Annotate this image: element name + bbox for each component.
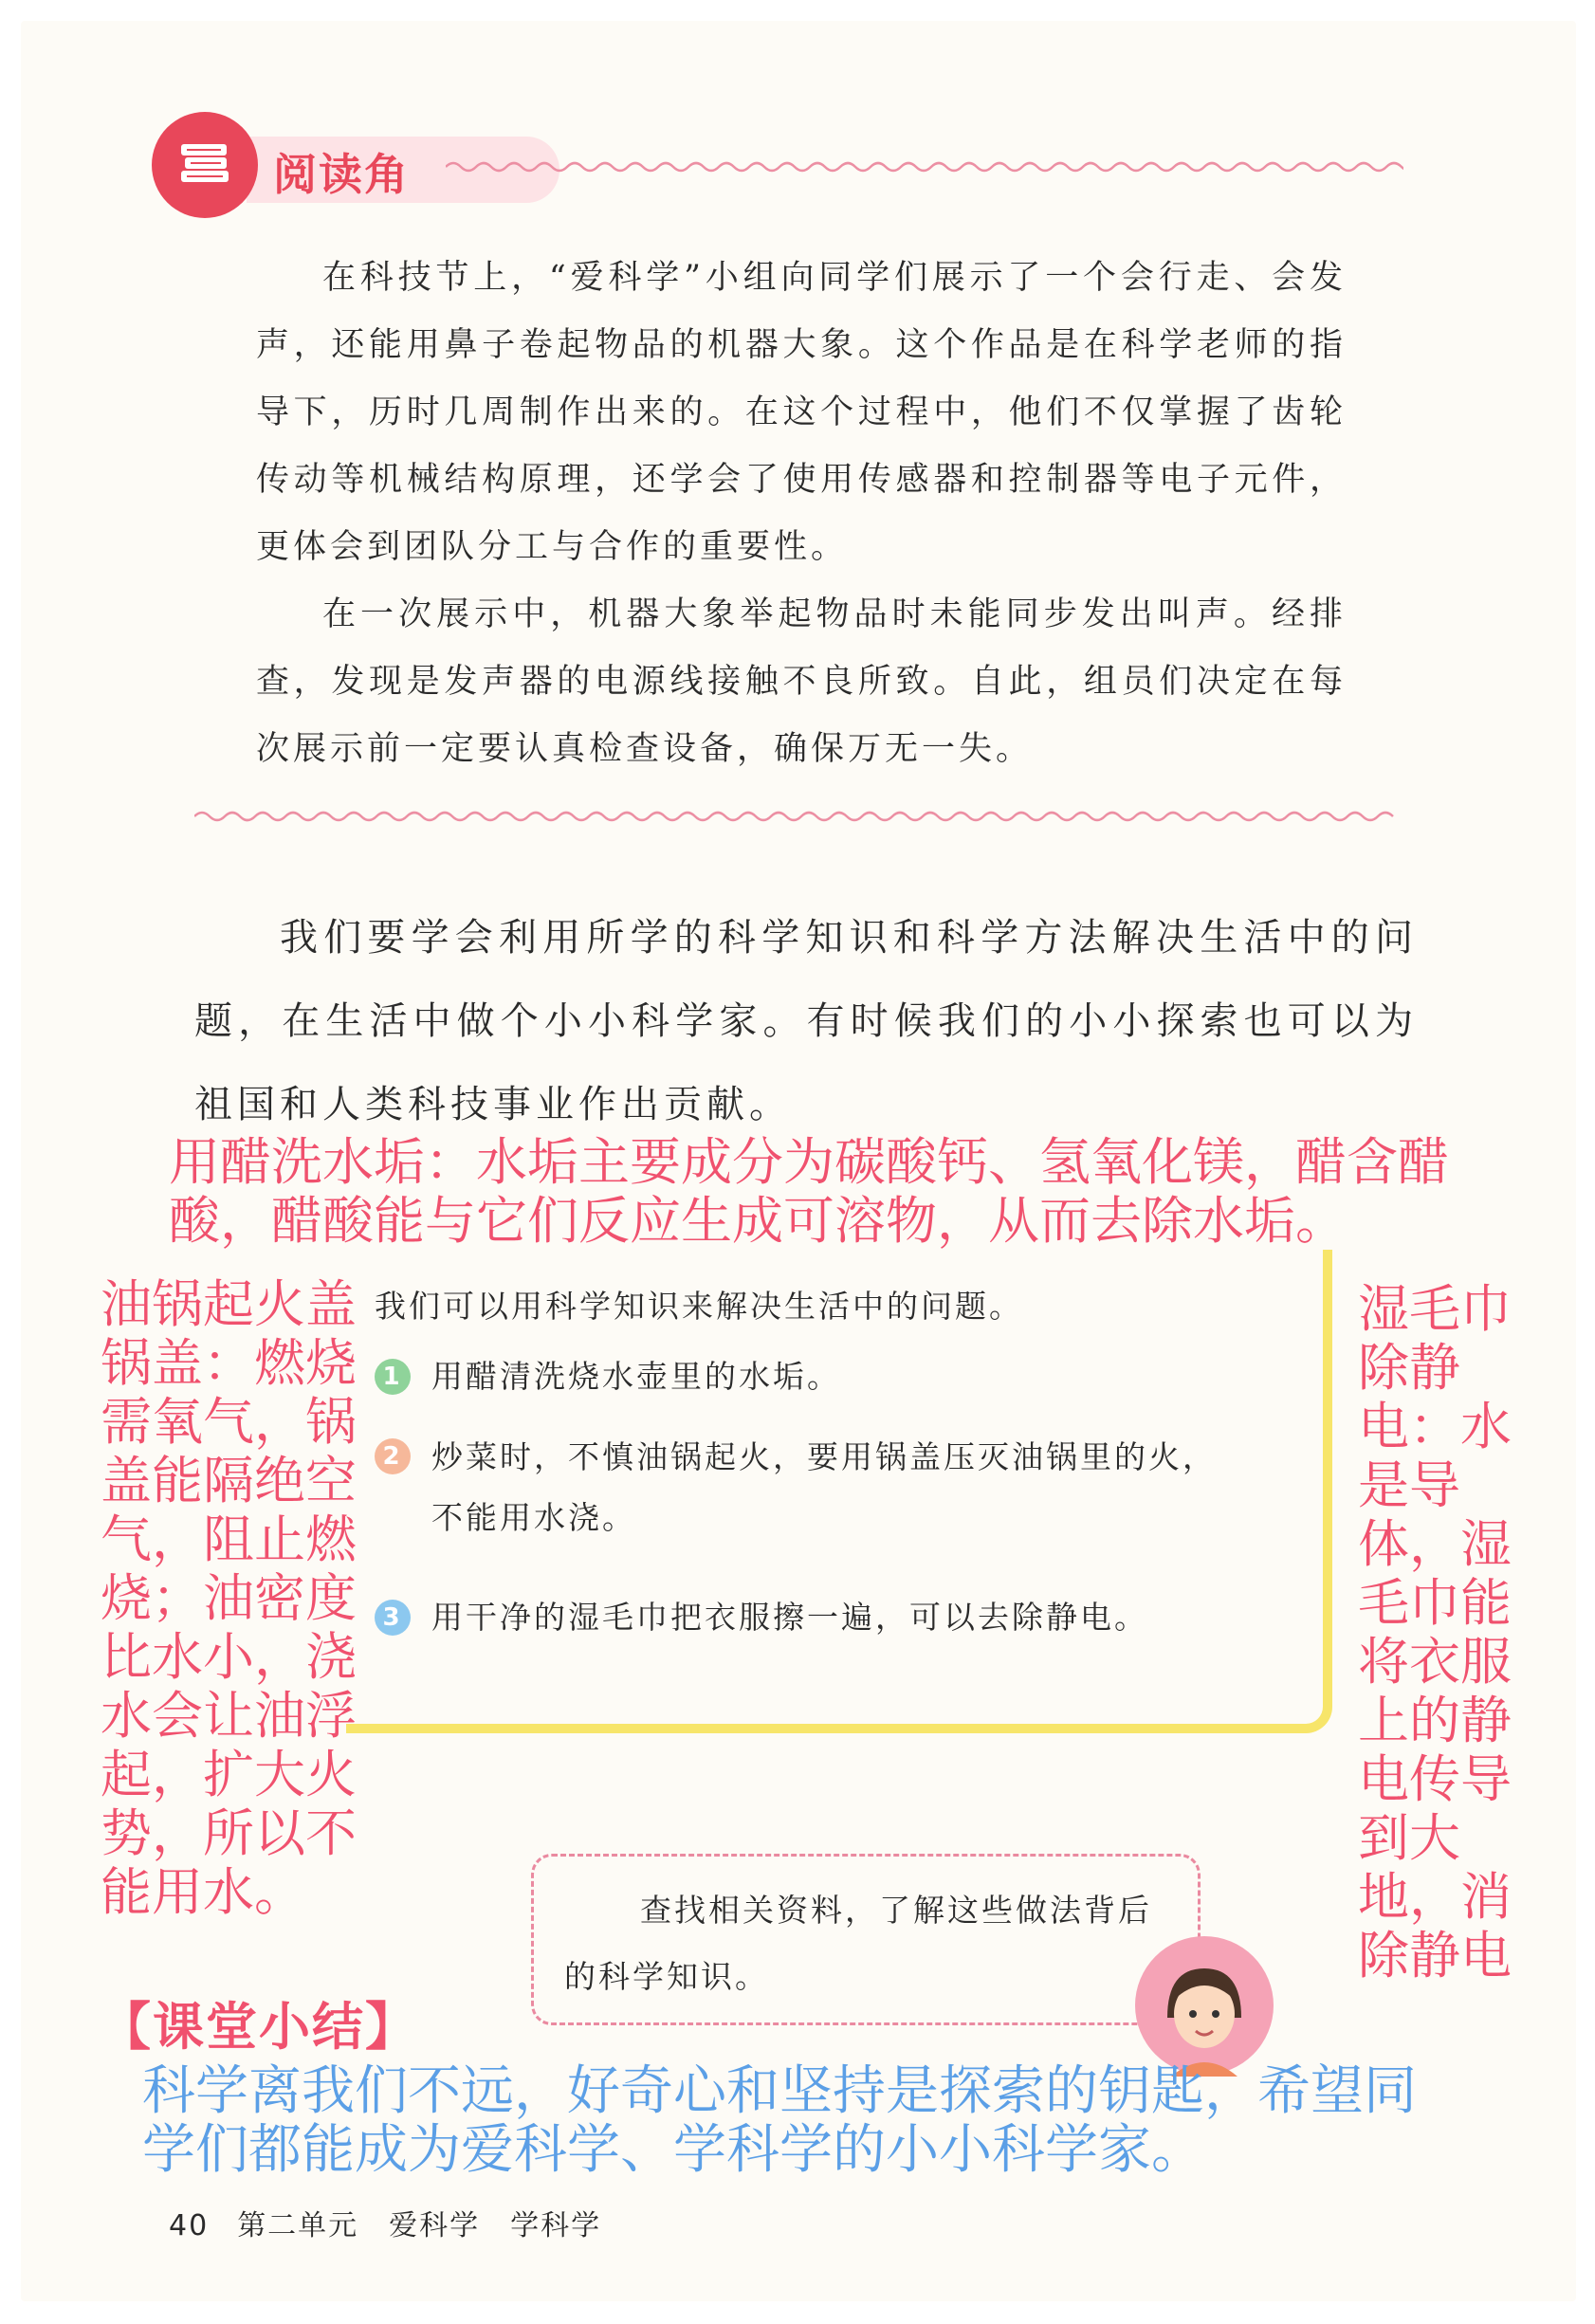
page-number: 40 bbox=[169, 2209, 210, 2242]
reading-paragraph-2: 在一次展示中，机器大象举起物品时未能同步发出叫声。经排查，发现是发声器的电源线接触不良所致。自此，组员们决定在每次展示前一定要认真检查设备，确保万无一失。 bbox=[256, 595, 1347, 768]
summary-text: 科学离我们不远，好奇心和坚持是探索的钥匙，希望同学们都能成为爱科学、学科学的小小科学家。 bbox=[142, 2060, 1417, 2181]
reading-corner-title: 阅读角 bbox=[273, 149, 410, 200]
main-paragraph-text: 我们要学会利用所学的科学知识和科学方法解决生活中的问题，在生活中做个小小科学家。有时候我们的小小探索也可以为祖国和人类科技事业作出贡献。 bbox=[194, 916, 1418, 1126]
reading-paragraph-1: 在科技节上，“爱科学”小组向同学们展示了一个会行走、会发声，还能用鼻子卷起物品的机器大象。这个作品是在科学老师的指导下，历时几周制作出来的。在这个过程中，他们不仅掌握了齿轮传动等机械结构原理，还学会了使用传感器和控制器等电子元件，更体会到团队分工与合作的重要性。 bbox=[256, 259, 1347, 566]
page-footer bbox=[169, 2202, 601, 2243]
top-wave-divider bbox=[446, 159, 1403, 174]
boy-avatar-icon bbox=[1133, 1934, 1275, 2077]
books-icon bbox=[152, 112, 258, 218]
main-paragraph bbox=[194, 896, 1418, 1146]
number-badge-2-icon: 2 bbox=[375, 1438, 411, 1474]
example-item-2-text: 炒菜时，不慎油锅起火，要用锅盖压灭油锅里的火，不能用水浇。 bbox=[431, 1438, 1217, 1536]
example-title: 我们可以用科学知识来解决生活中的问题。 bbox=[375, 1288, 1023, 1325]
annotation-vinegar: 用醋洗水垢：水垢主要成分为碳酸钙、氢氧化镁，醋含醋酸，醋酸能与它们反应生成可溶物，从而去除水垢。 bbox=[169, 1132, 1449, 1251]
annotation-static: 湿毛巾除静电：水是导体，湿毛巾能将衣服上的静电传导到大地，消除静电 bbox=[1358, 1279, 1512, 1985]
example-item-2 bbox=[375, 1427, 1247, 1548]
example-item-1 bbox=[375, 1345, 841, 1407]
summary-title: 【课堂小结】 bbox=[100, 1997, 418, 2057]
unit-title: 第二单元 爱科学 学科学 bbox=[237, 2209, 602, 2242]
bottom-wave-divider bbox=[194, 809, 1408, 824]
reading-corner-body bbox=[256, 245, 1347, 783]
number-badge-3-icon: 3 bbox=[375, 1600, 411, 1636]
example-item-1-text: 用醋清洗烧水壶里的水垢。 bbox=[431, 1358, 841, 1395]
annotation-oil-fire: 油锅起火盖锅盖：燃烧需氧气，锅盖能隔绝空气，阻止燃烧；油密度比水小，浇水会让油浮起，扩大火势，所以不能用水。 bbox=[101, 1274, 357, 1922]
example-item-3 bbox=[375, 1585, 1148, 1648]
speech-bubble-text: 查找相关资料，了解这些做法背后的科学知识。 bbox=[564, 1892, 1152, 1995]
example-item-3-text: 用干净的湿毛巾把衣服擦一遍，可以去除静电。 bbox=[431, 1599, 1148, 1636]
number-badge-1-icon: 1 bbox=[375, 1359, 411, 1395]
